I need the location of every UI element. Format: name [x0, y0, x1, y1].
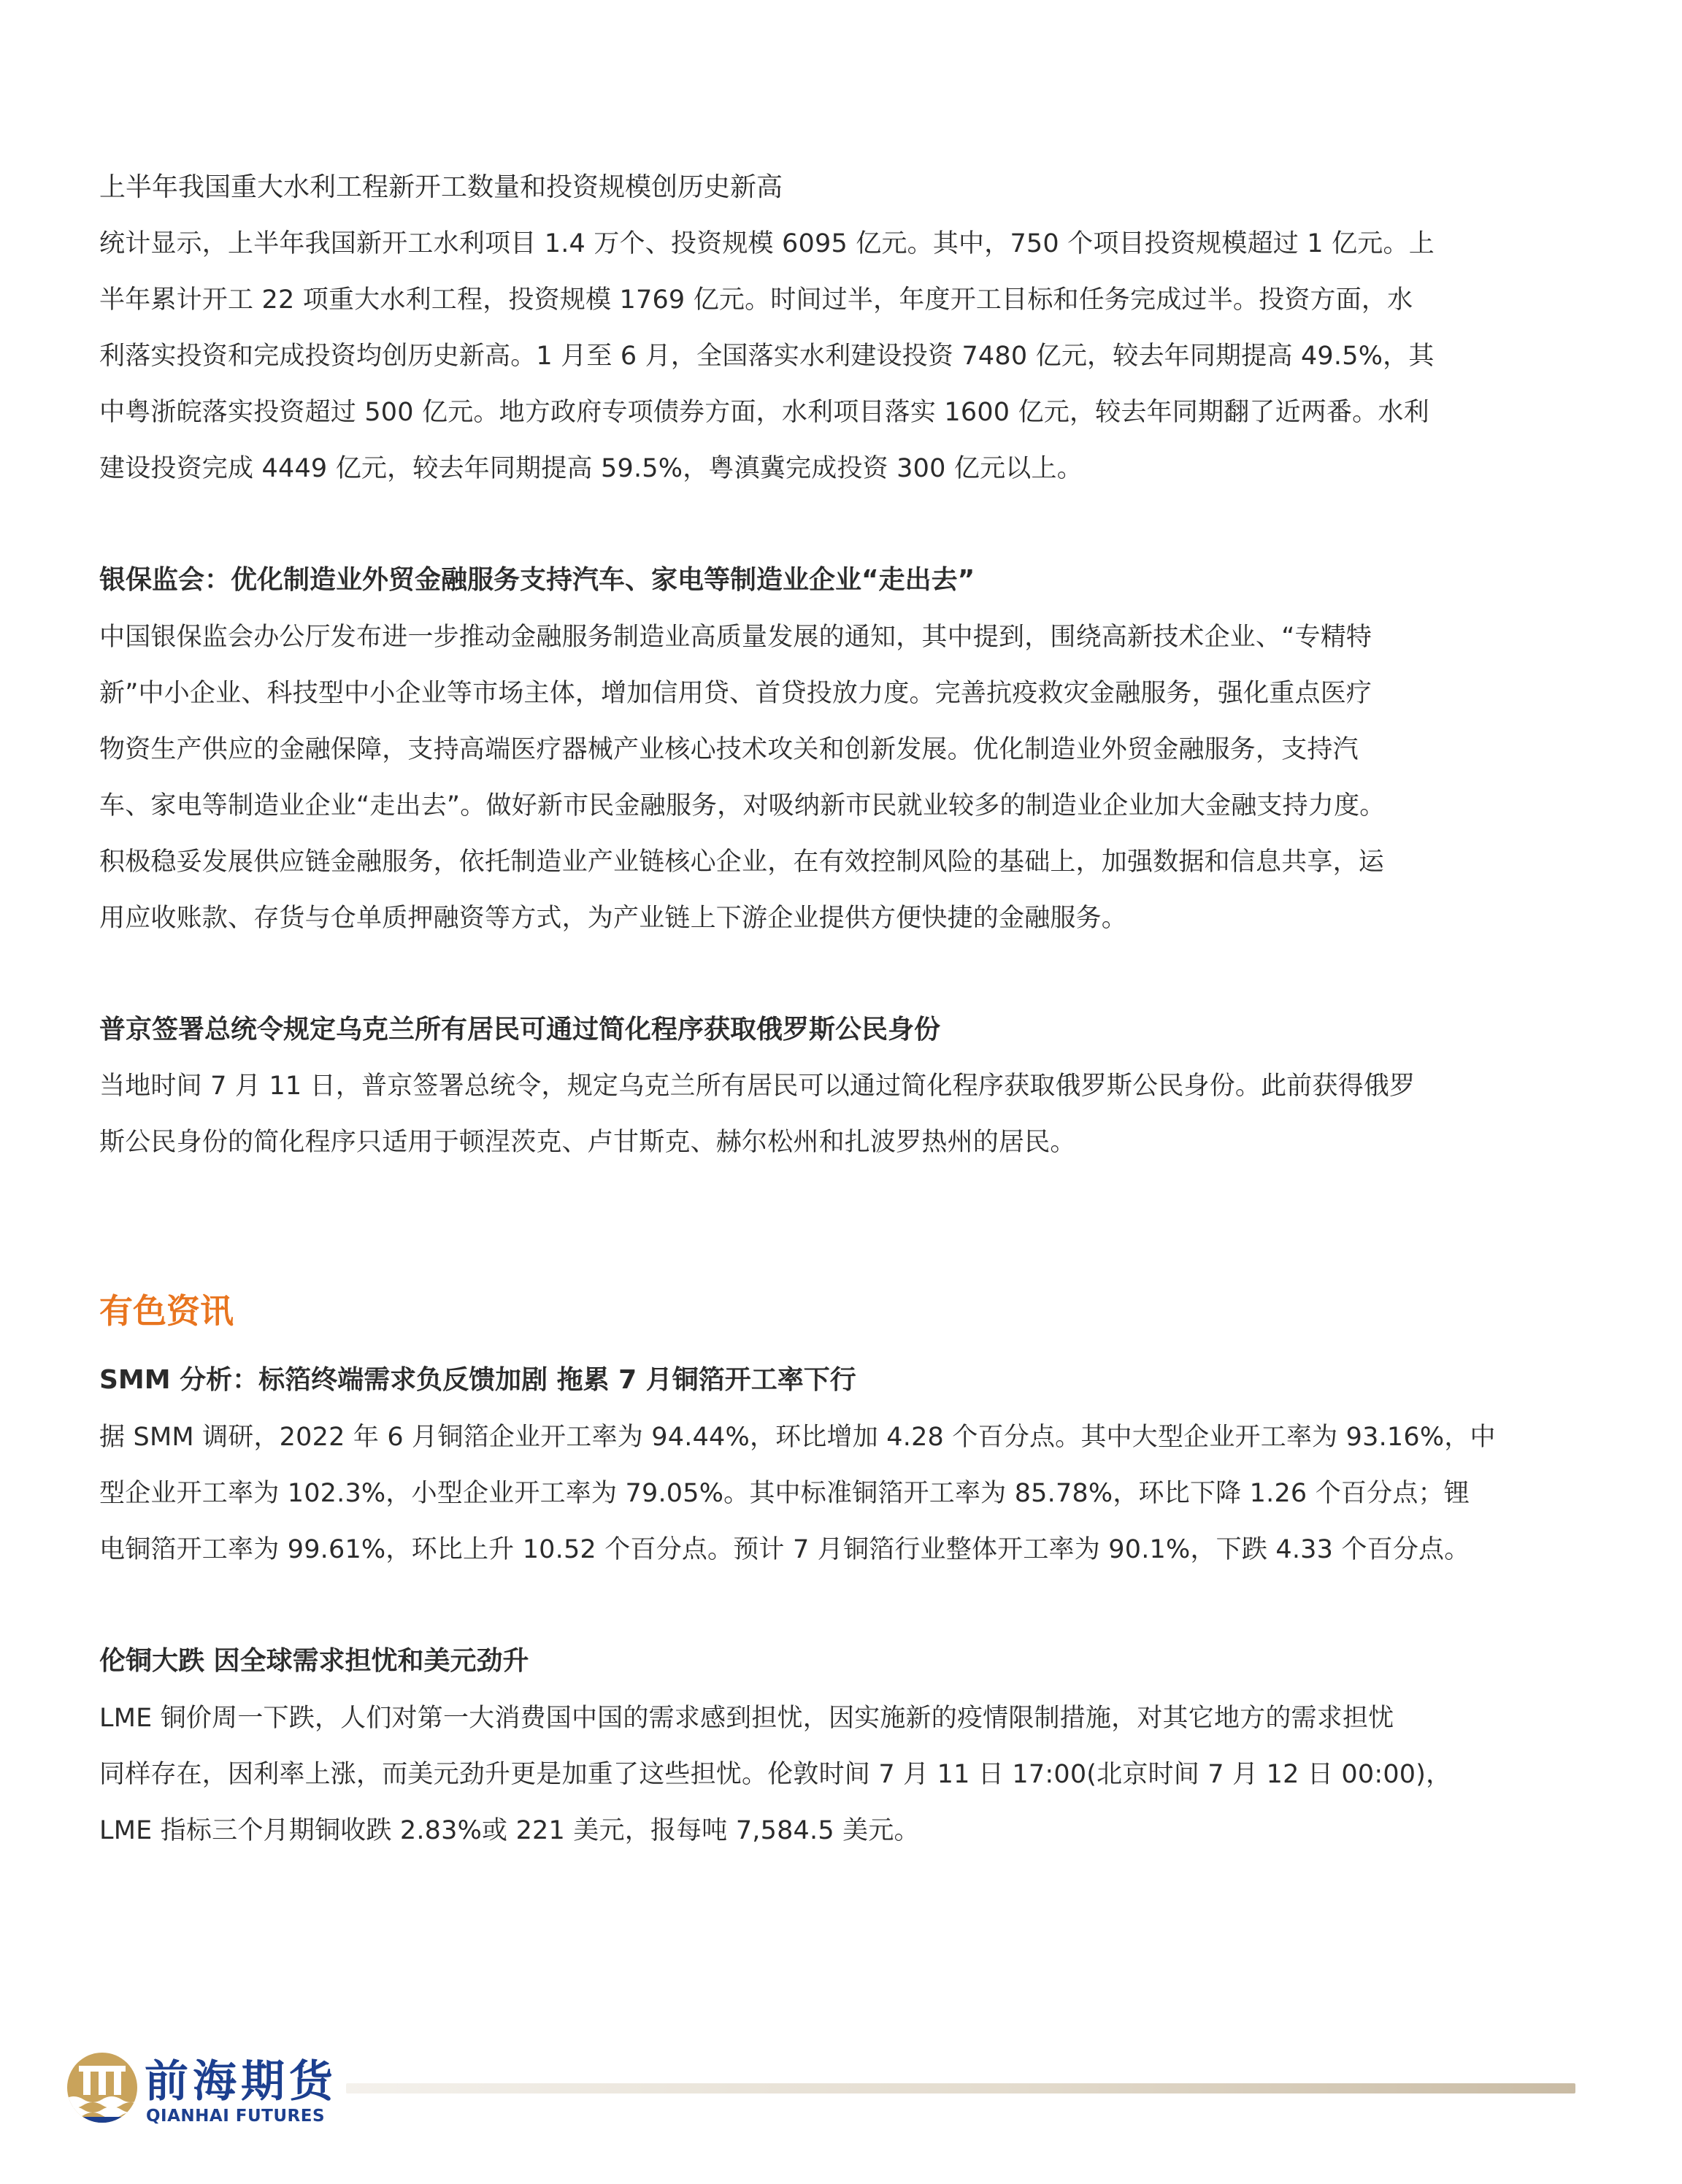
logo-emblem-icon: [64, 2050, 140, 2126]
news-body-line: 当地时间 7 月 11 日，普京签署总统令，规定乌克兰所有居民可以通过简化程序获取俄罗斯公民身份。此前获得俄罗: [99, 1072, 1416, 1101]
news-body-line: 新”中小企业、科技型中小企业等市场主体，增加信用贷、首贷投放力度。完善抗疫救灾金融服务，强化重点医疗: [99, 679, 1372, 708]
news-title: 银保监会：优化制造业外贸金融服务支持汽车、家电等制造业企业“走出去”: [99, 565, 975, 595]
news-body-line: 用应收账款、存货与仓单质押融资等方式，为产业链上下游企业提供方便快捷的金融服务。: [99, 904, 1128, 933]
news-body-line: 车、家电等制造业企业“走出去”。做好新市民金融服务，对吸纳新市民就业较多的制造业企业加大金融支持力度。: [99, 791, 1386, 820]
news-title: 上半年我国重大水利工程新开工数量和投资规模创历史新高: [99, 172, 783, 202]
company-logo: [64, 2044, 337, 2139]
news-body-line: 半年累计开工 22 项重大水利工程，投资规模 1769 亿元。时间过半，年度开工目标和任务完成过半。投资方面，水: [99, 285, 1413, 315]
news-title: SMM 分析：标箔终端需求负反馈加剧 拖累 7 月铜箔开工率下行: [99, 1365, 856, 1395]
news-body-line: 积极稳妥发展供应链金融服务，依托制造业产业链核心企业，在有效控制风险的基础上，加强数据和信息共享，运: [99, 847, 1385, 877]
news-body-line: 中粤浙皖落实投资超过 500 亿元。地方政府专项债券方面，水利项目落实 1600 亿元，较去年同期翻了近两番。水利: [99, 398, 1429, 427]
logo-chinese-name: 前海期货: [145, 2056, 337, 2107]
news-body-line: 同样存在，因利率上涨，而美元劲升更是加重了这些担忧。伦敦时间 7 月 11 日 17:00(北京时间 7 月 12 日 00:00)，: [99, 1760, 1452, 1789]
news-body-line: 型企业开工率为 102.3%，小型企业开工率为 79.05%。其中标准铜箔开工率为 85.78%，环比下降 1.26 个百分点；锂: [99, 1479, 1470, 1508]
news-title: 普京签署总统令规定乌克兰所有居民可通过简化程序获取俄罗斯公民身份: [99, 1015, 941, 1045]
news-body-line: 电铜箔开工率为 99.61%，环比上升 10.52 个百分点。预计 7 月铜箔行业整体开工率为 90.1%，下跌 4.33 个百分点。: [99, 1535, 1470, 1564]
news-title: 伦铜大跌 因全球需求担忧和美元劲升: [99, 1646, 529, 1676]
footer-divider-bar: [346, 2083, 1575, 2093]
news-body-line: 统计显示，上半年我国新开工水利项目 1.4 万个、投资规模 6095 亿元。其中，750 个项目投资规模超过 1 亿元。上: [99, 229, 1435, 258]
news-body-line: 利落实投资和完成投资均创历史新高。1 月至 6 月，全国落实水利建设投资 7480 亿元，较去年同期提高 49.5%，其: [99, 342, 1435, 371]
news-body-line: LME 铜价周一下跌，人们对第一大消费国中国的需求感到担忧，因实施新的疫情限制措施，对其它地方的需求担忧: [99, 1704, 1394, 1733]
news-body-line: LME 指标三个月期铜收跌 2.83%或 221 美元，报每吨 7,584.5 美元。: [99, 1816, 920, 1845]
logo-english-name: QIANHAI FUTURES: [146, 2107, 326, 2126]
news-body-line: 斯公民身份的简化程序只适用于顿涅茨克、卢甘斯克、赫尔松州和扎波罗热州的居民。: [99, 1128, 1076, 1157]
news-body-line: 据 SMM 调研，2022 年 6 月铜箔企业开工率为 94.44%，环比增加 4.28 个百分点。其中大型企业开工率为 93.16%，中: [99, 1423, 1496, 1452]
news-body-line: 物资生产供应的金融保障，支持高端医疗器械产业核心技术攻关和创新发展。优化制造业外贸金融服务，支持汽: [99, 735, 1359, 764]
page-footer: [0, 2044, 1682, 2161]
news-body-line: 中国银保监会办公厅发布进一步推动金融服务制造业高质量发展的通知，其中提到，围绕高新技术企业、“专精特: [99, 623, 1372, 652]
section-heading: 有色资讯: [99, 1291, 234, 1331]
news-body-line: 建设投资完成 4449 亿元，较去年同期提高 59.5%，粤滇冀完成投资 300 亿元以上。: [99, 454, 1083, 483]
